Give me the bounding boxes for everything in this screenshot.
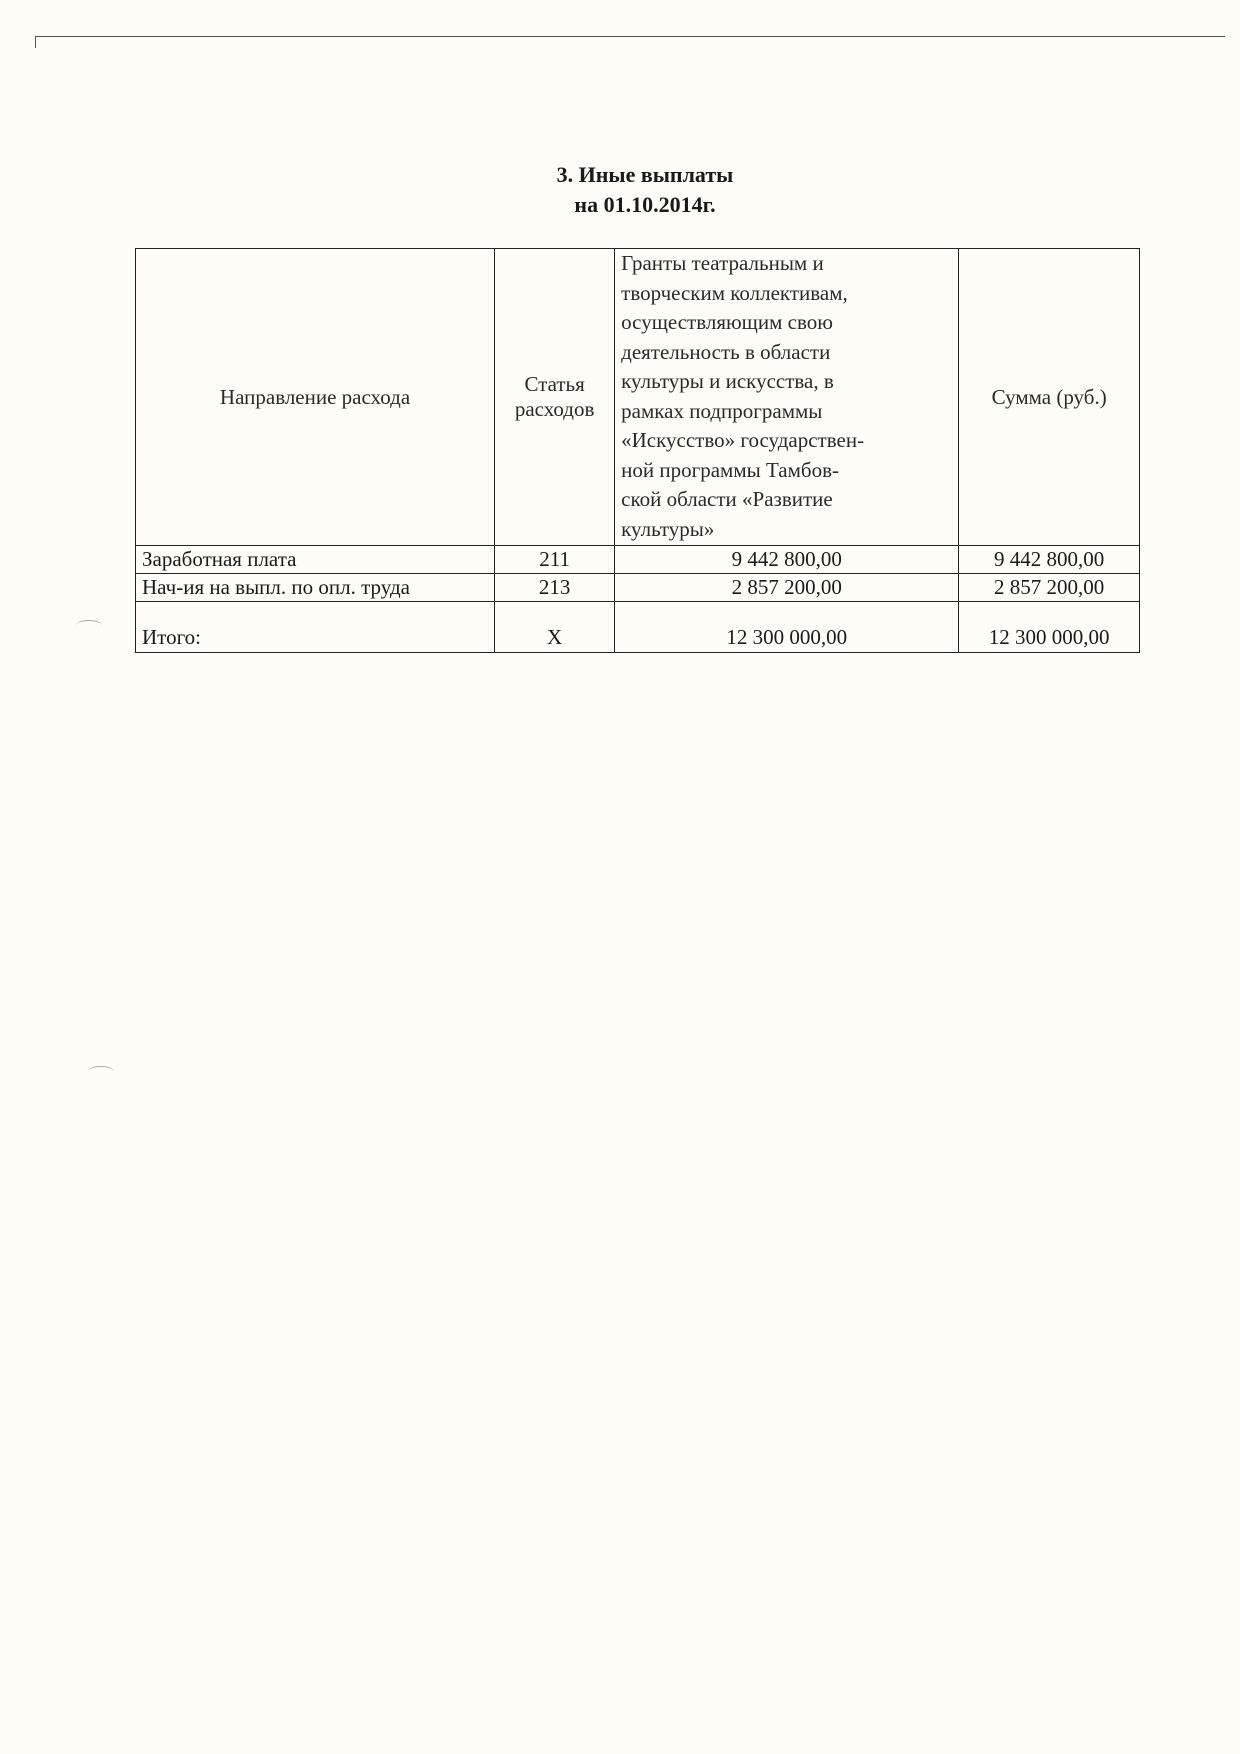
header-article: Статья расходов [495,249,615,546]
row-grant: 9 442 800,00 [615,546,959,574]
table-row [136,574,1140,602]
row-direction: Заработная плата [136,546,495,574]
scan-top-edge [35,36,1225,37]
document-subtitle: на 01.10.2014г. [574,192,716,217]
row-direction: Нач-ия на выпл. по опл. труда [136,574,495,602]
total-label: Итого: [136,602,495,653]
header-direction: Направление расхода [136,249,495,546]
scan-artifact [88,1066,114,1077]
row-article: 213 [495,574,615,602]
total-sum: 12 300 000,00 [959,602,1140,653]
total-article: Х [495,602,615,653]
table-header-row [136,249,1140,546]
header-sum: Сумма (руб.) [959,249,1140,546]
document-title: 3. Иные выплаты [556,162,734,187]
table-total-row [136,602,1140,653]
row-sum: 2 857 200,00 [959,574,1140,602]
table-row [136,546,1140,574]
expense-table [135,248,1140,653]
row-grant: 2 857 200,00 [615,574,959,602]
total-grant: 12 300 000,00 [615,602,959,653]
scan-corner-mark [35,36,36,48]
scan-artifact [76,620,102,631]
row-article: 211 [495,546,615,574]
header-grant: Гранты театральным и творческим коллективам, осуществляющим свою деятельность в области культуры и искусства, в рамках подпрограммы «Искусство» государствен- ной программы Тамбов- ской области «Развитие культуры» [615,249,959,546]
row-sum: 9 442 800,00 [959,546,1140,574]
document-heading [25,160,1240,220]
